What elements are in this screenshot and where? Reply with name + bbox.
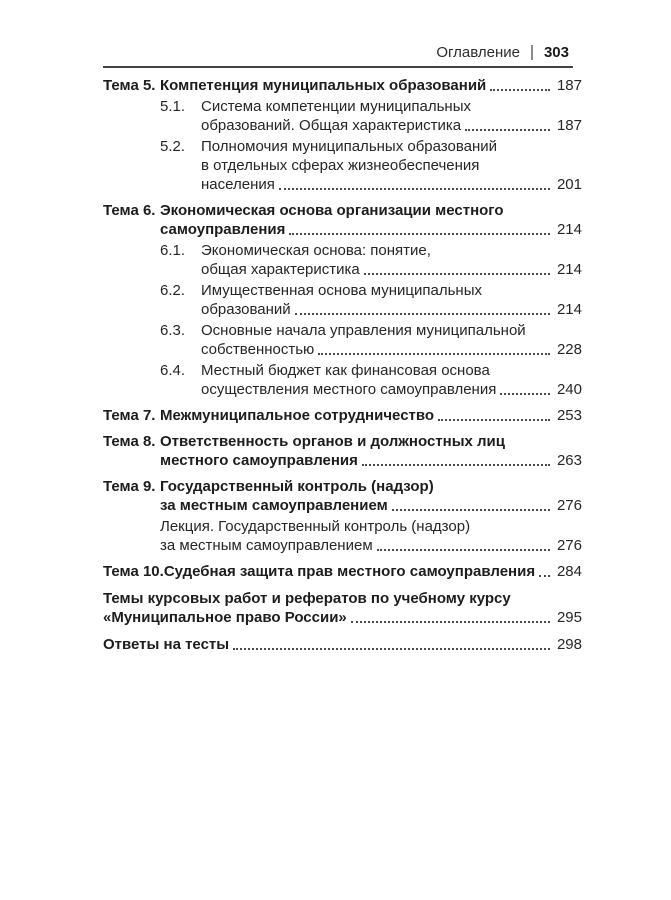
toc-entry-line: [201, 241, 582, 260]
toc-entry: [103, 361, 582, 399]
dot-leader: [351, 621, 550, 623]
toc-entry-text: Экономическая основа: понятие,: [201, 242, 431, 259]
toc-entry-text: Имущественная основа муниципальных: [201, 282, 482, 299]
toc-entry-line: [103, 608, 582, 627]
toc-entry-body: [103, 635, 582, 654]
toc-entry-line: [201, 260, 582, 279]
toc-entry-line: [201, 340, 582, 359]
dot-leader: [295, 313, 550, 315]
toc-entry-page: 240: [556, 381, 582, 398]
toc-entry-text: Компетенция муниципальных образований: [160, 77, 487, 94]
toc-entry-line: [103, 589, 582, 608]
toc-entry-text: осуществления местного самоуправления: [201, 381, 497, 398]
toc-entry-line: [160, 76, 582, 95]
toc-entry-number: 5.1.: [160, 98, 186, 115]
toc-entry: [103, 589, 582, 627]
toc-entry-number: 6.1.: [160, 242, 186, 259]
toc-entry-line: [201, 175, 582, 194]
toc-list: [103, 76, 582, 654]
toc-entry-line: [201, 156, 582, 175]
toc-entry-text: Межмуниципальное сотрудничество: [160, 407, 435, 424]
toc-entry-line: [201, 321, 582, 340]
toc-entry-body: [160, 406, 582, 425]
toc-entry: [103, 432, 582, 470]
toc-entry-text: местного самоуправления: [160, 452, 358, 469]
toc-entry-body: [164, 562, 582, 581]
toc-entry: [103, 201, 582, 239]
dot-leader: [289, 233, 550, 235]
toc-entry-body: [103, 589, 582, 627]
toc-entry-text: Местный бюджет как финансовая основа: [201, 362, 490, 379]
toc-entry-label: Тема 5.: [103, 77, 156, 94]
toc-entry-text: за местным самоуправлением: [160, 497, 388, 514]
toc-entry: [103, 517, 582, 555]
toc-entry-page: 187: [556, 117, 582, 134]
current-page-number: 303: [543, 44, 569, 61]
toc-indent: [103, 517, 160, 555]
dot-leader: [318, 353, 550, 355]
toc-entry-line: [160, 517, 582, 536]
toc-entry-text: образований: [201, 301, 291, 318]
toc-entry-text: за местным самоуправлением: [160, 537, 373, 554]
toc-entry-line: [160, 220, 582, 239]
toc-entry-page: 276: [556, 537, 582, 554]
toc-entry-page: 187: [556, 77, 582, 94]
toc-entry-text: Ответственность органов и должностных лиц: [160, 433, 505, 450]
toc-entry-label: Тема 6.: [103, 202, 156, 219]
toc-entry-line: [164, 562, 582, 581]
toc-entry-page: 201: [556, 176, 582, 193]
toc-entry-text: образований. Общая характеристика: [201, 117, 462, 134]
toc-entry-label: Тема 8.: [103, 433, 156, 450]
toc-entry-label: Тема 9.: [103, 478, 156, 495]
toc-entry-body: [160, 201, 582, 239]
toc-entry-line: [160, 477, 582, 496]
toc-entry-text: самоуправления: [160, 221, 286, 238]
toc-entry-line: [103, 635, 582, 654]
toc-entry-page: 284: [556, 563, 582, 580]
toc-indent: [103, 97, 160, 135]
toc-entry-text: собственностью: [201, 341, 315, 358]
toc-entry-body: [160, 477, 582, 515]
toc-entry-page: 228: [556, 341, 582, 358]
toc-indent: [103, 137, 160, 194]
toc-entry: [103, 137, 582, 194]
toc-entry: [103, 281, 582, 319]
toc-entry-page: 214: [556, 261, 582, 278]
toc-entry-number: 6.4.: [160, 362, 186, 379]
toc-indent: [103, 281, 160, 319]
toc-entry-page: 214: [556, 301, 582, 318]
toc-entry: [103, 321, 582, 359]
toc-entry-page: 214: [556, 221, 582, 238]
toc-entry-number: 5.2.: [160, 138, 186, 155]
toc-entry: [103, 241, 582, 279]
running-head: [103, 45, 573, 68]
toc-indent: [103, 361, 160, 399]
dot-leader: [438, 419, 550, 421]
toc-entry-body: [160, 76, 582, 95]
toc-entry-text: Полномочия муниципальных образований: [201, 138, 498, 155]
toc-entry-line: [160, 432, 582, 451]
toc-entry-text: Государственный контроль (надзор): [160, 478, 434, 495]
header-divider: [531, 45, 533, 60]
toc-entry-label: Тема 10.: [103, 563, 164, 580]
toc-entry-body: [201, 321, 582, 359]
dot-leader: [362, 464, 550, 466]
toc-entry-body: [160, 432, 582, 470]
dot-leader: [392, 509, 550, 511]
dot-leader: [500, 393, 550, 395]
toc-entry-line: [201, 361, 582, 380]
toc-entry-text: Темы курсовых работ и рефератов по учебному курсу: [103, 590, 511, 607]
toc-entry-page: 276: [556, 497, 582, 514]
toc-entry-text: Экономическая основа организации местного: [160, 202, 504, 219]
dot-leader: [465, 129, 550, 131]
toc-entry-line: [160, 406, 582, 425]
toc-entry-text: «Муниципальное право России»: [103, 609, 347, 626]
dot-leader: [490, 89, 550, 91]
toc-entry-body: [160, 517, 582, 555]
toc-entry-body: [201, 97, 582, 135]
toc-entry-page: 263: [556, 452, 582, 469]
toc-entry-text: Судебная защита прав местного самоуправления: [163, 563, 536, 580]
dot-leader: [364, 273, 550, 275]
dot-leader: [539, 575, 550, 577]
toc-indent: [103, 321, 160, 359]
toc-entry-text: населения: [201, 176, 275, 193]
toc-entry: [103, 97, 582, 135]
toc-entry-text: Лекция. Государственный контроль (надзор): [160, 518, 471, 535]
toc-entry-text: общая характеристика: [201, 261, 360, 278]
page-content: [103, 45, 582, 654]
dot-leader: [233, 648, 550, 650]
toc-entry-line: [160, 451, 582, 470]
toc-entry-line: [160, 201, 582, 220]
toc-entry-text: в отдельных сферах жизнеобеспечения: [201, 157, 480, 174]
section-title: Оглавление: [436, 44, 520, 61]
toc-entry-line: [201, 137, 582, 156]
toc-entry-line: [160, 536, 582, 555]
toc-entry: [103, 562, 582, 581]
toc-entry-body: [201, 361, 582, 399]
toc-entry-line: [201, 281, 582, 300]
toc-entry: [103, 76, 582, 95]
toc-entry-line: [201, 380, 582, 399]
toc-entry-page: 295: [556, 609, 582, 626]
toc-entry-body: [201, 281, 582, 319]
toc-entry-text: Система компетенции муниципальных: [201, 98, 471, 115]
dot-leader: [377, 549, 550, 551]
toc-entry-number: 6.3.: [160, 322, 186, 339]
toc-entry: [103, 635, 582, 654]
toc-entry-line: [201, 97, 582, 116]
toc-entry-line: [201, 300, 582, 319]
toc-entry: [103, 477, 582, 515]
toc-entry-line: [201, 116, 582, 135]
toc-entry-page: 298: [556, 636, 582, 653]
toc-entry-text: Ответы на тесты: [103, 636, 230, 653]
toc-entry-line: [160, 496, 582, 515]
toc-indent: [103, 241, 160, 279]
toc-entry-body: [201, 137, 582, 194]
toc-entry-body: [201, 241, 582, 279]
toc-entry-page: 253: [556, 407, 582, 424]
toc-entry-number: 6.2.: [160, 282, 186, 299]
dot-leader: [279, 188, 550, 190]
toc-entry-text: Основные начала управления муниципальной: [201, 322, 526, 339]
toc-entry-label: Тема 7.: [103, 407, 156, 424]
toc-entry: [103, 406, 582, 425]
